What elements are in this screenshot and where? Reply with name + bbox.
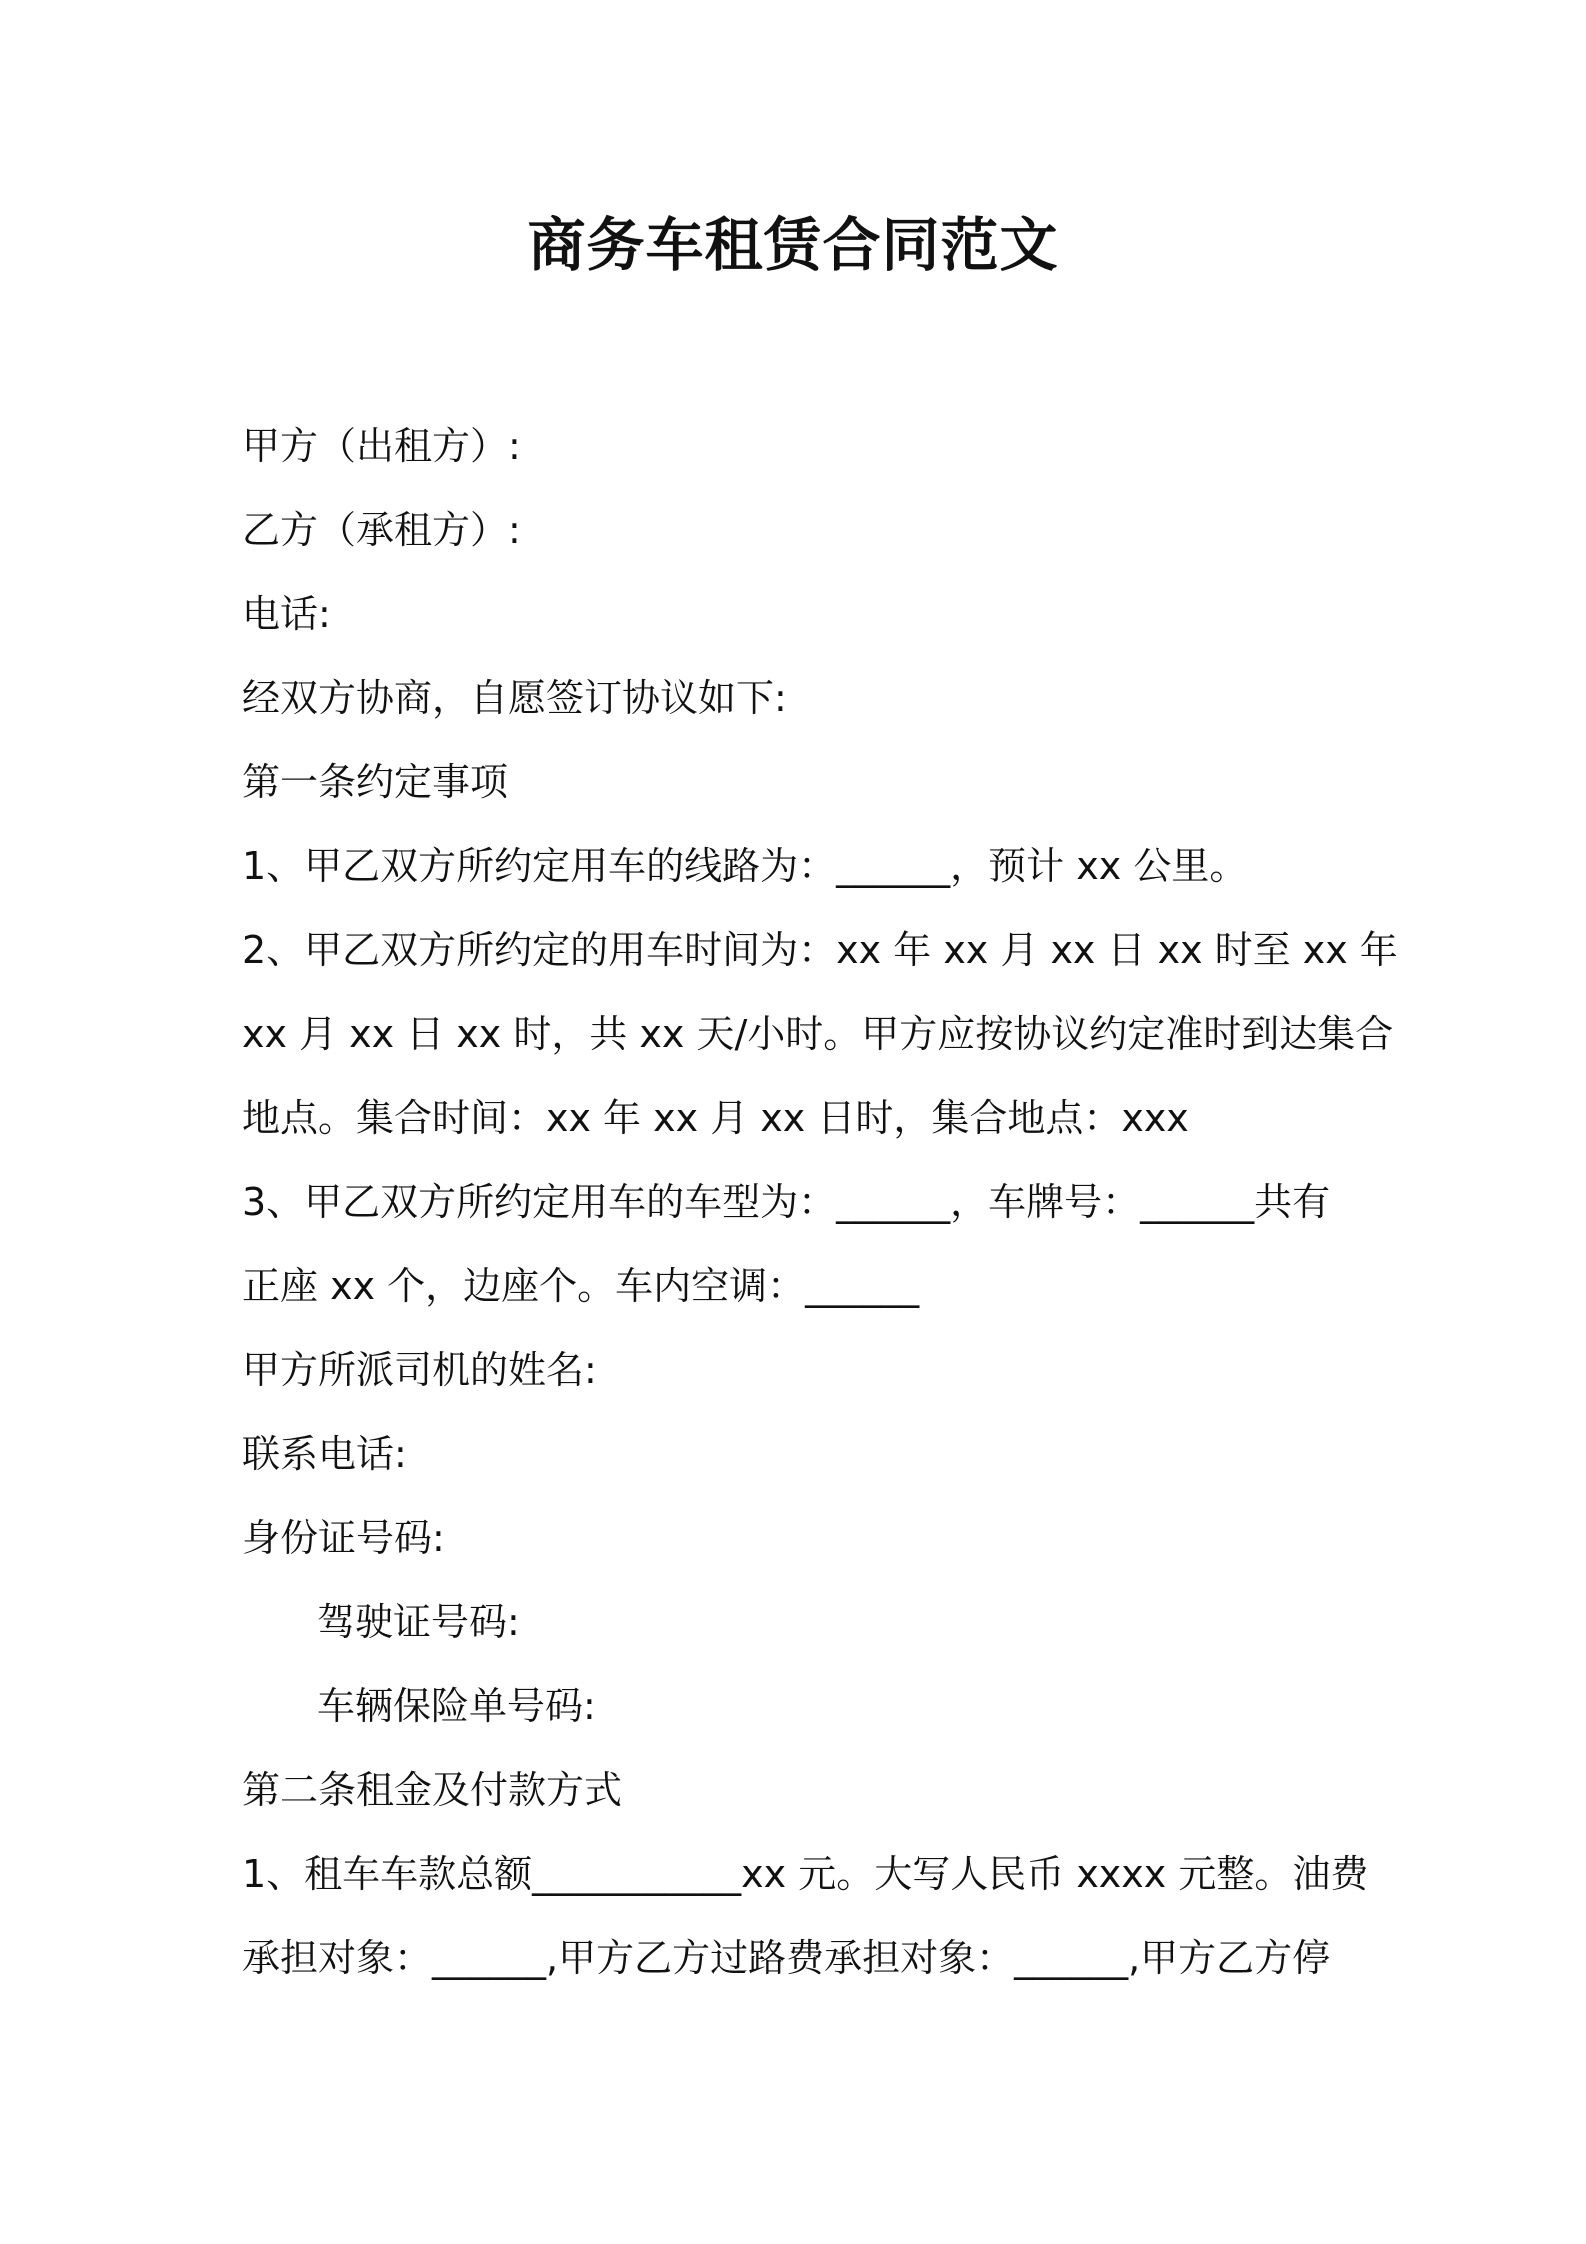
clause-1-3-cont: 正座 xx 个，边座个。车内空调：______ [242,1264,920,1308]
agreement-intro: 经双方协商，自愿签订协议如下: [242,676,787,720]
license-number-line: 驾驶证号码: [317,1600,520,1644]
clause-1-3: 3、甲乙双方所约定用车的车型为：______，车牌号：______共有 [242,1180,1331,1224]
article-2-heading: 第二条租金及付款方式 [242,1768,623,1812]
insurance-number-line: 车辆保险单号码: [317,1684,596,1728]
clause-1-2-cont: 地点。集合时间：xx 年 xx 月 xx 日时，集合地点：xxx [242,1096,1189,1140]
clause-2-1: 1、租车车款总额___________xx 元。大写人民币 xxxx 元整。油费 [242,1852,1369,1896]
contact-phone-line: 联系电话: [242,1432,407,1476]
clause-1-2-cont: xx 月 xx 日 xx 时，共 xx 天/小时。甲方应按协议约定准时到达集合 [242,1012,1394,1056]
clause-1-1: 1、甲乙双方所约定用车的线路为：______，预计 xx 公里。 [242,844,1248,888]
clause-1-2: 2、甲乙双方所约定的用车时间为：xx 年 xx 月 xx 日 xx 时至 xx 年 [242,928,1398,972]
id-number-line: 身份证号码: [242,1516,445,1560]
driver-name-line: 甲方所派司机的姓名: [242,1348,597,1392]
article-1-heading: 第一条约定事项 [242,760,509,804]
party-b-line: 乙方（承租方）: [242,508,521,552]
clause-2-1-cont: 承担对象：______,甲方乙方过路费承担对象：______,甲方乙方停 [242,1936,1331,1980]
document-title: 商务车租赁合同范文 [527,211,1059,279]
document-body [242,404,1398,2000]
party-a-line: 甲方（出租方）: [242,424,521,468]
phone-line: 电话: [242,592,331,636]
